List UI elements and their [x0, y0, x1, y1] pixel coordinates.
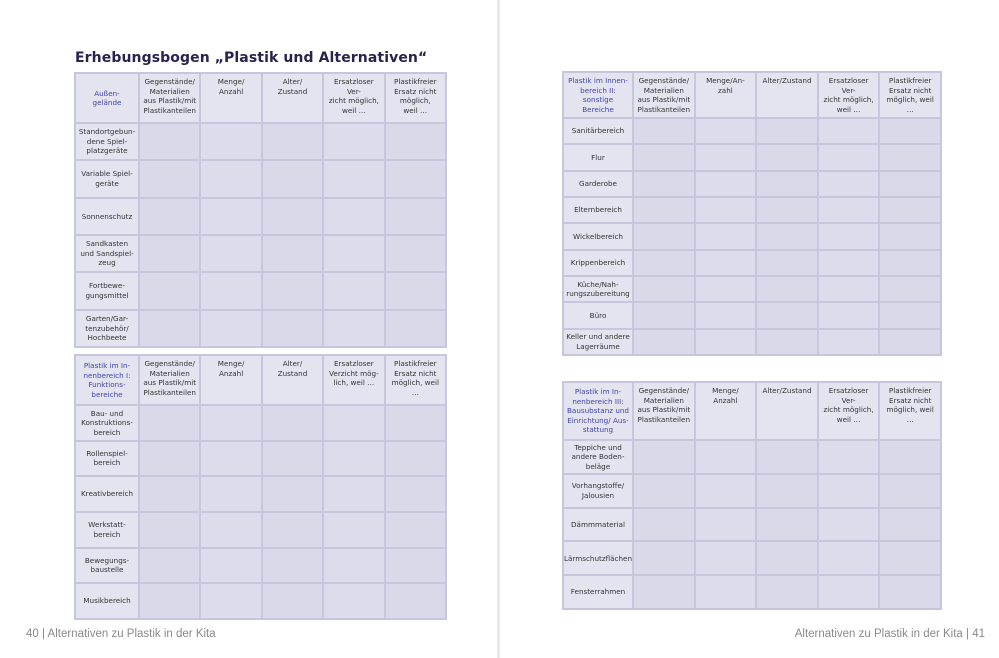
- input-cell[interactable]: [263, 311, 322, 346]
- input-cell[interactable]: [201, 406, 260, 440]
- input-cell[interactable]: [696, 542, 756, 574]
- input-cell[interactable]: [263, 161, 322, 196]
- input-cell[interactable]: [880, 576, 940, 608]
- table-aussengelaende: [74, 72, 447, 348]
- column-header: Gegenstände/ Materialien aus Plastik/mit Plastikanteilen: [634, 73, 694, 117]
- input-cell[interactable]: [880, 172, 940, 196]
- row-label: Garderobe: [564, 172, 632, 196]
- column-header: Ersatzloser Ver- zicht möglich, weil …: [324, 74, 383, 122]
- input-cell[interactable]: [634, 509, 694, 541]
- column-header: Gegenstände/ Materialien aus Plastik/mit Plastikanteilen: [140, 356, 199, 404]
- column-header: Alter/Zustand: [757, 383, 817, 439]
- input-cell[interactable]: [880, 441, 940, 473]
- input-cell[interactable]: [140, 477, 199, 511]
- row-label: Vorhangstoffe/ Jalousien: [564, 475, 632, 507]
- column-header: Menge/ Anzahl: [201, 356, 260, 404]
- input-cell[interactable]: [634, 576, 694, 608]
- input-cell[interactable]: [201, 442, 260, 476]
- input-cell[interactable]: [819, 475, 879, 507]
- input-cell[interactable]: [757, 303, 817, 327]
- table-category-label: Plastik im In- nenbereich III: Bausubstanz und Einrichtung/ Aus- stattung: [564, 383, 632, 439]
- input-cell[interactable]: [263, 199, 322, 234]
- table-innenbereich-sonstige-bereiche: [562, 71, 942, 356]
- row-label: Werkstatt- bereich: [76, 513, 138, 547]
- input-cell[interactable]: [757, 119, 817, 143]
- input-cell[interactable]: [263, 584, 322, 618]
- input-cell[interactable]: [696, 330, 756, 354]
- row-label: Küche/Nah- rungszubereitung: [564, 277, 632, 301]
- input-cell[interactable]: [757, 198, 817, 222]
- row-label: Krippenbereich: [564, 251, 632, 275]
- page-title: Erhebungsbogen „Plastik und Alternativen“: [75, 50, 428, 66]
- input-cell[interactable]: [201, 199, 260, 234]
- input-cell[interactable]: [819, 277, 879, 301]
- row-label: Dämmmaterial: [564, 509, 632, 541]
- input-cell[interactable]: [140, 311, 199, 346]
- input-cell[interactable]: [263, 406, 322, 440]
- input-cell[interactable]: [324, 124, 383, 159]
- row-label: Sandkasten und Sandspiel- zeug: [76, 236, 138, 271]
- input-cell[interactable]: [757, 145, 817, 169]
- input-cell[interactable]: [386, 236, 445, 271]
- row-label: Elternbereich: [564, 198, 632, 222]
- row-label: Bewegungs- baustelle: [76, 549, 138, 583]
- input-cell[interactable]: [140, 549, 199, 583]
- input-cell[interactable]: [634, 224, 694, 248]
- row-label: Bau- und Konstruktions- bereich: [76, 406, 138, 440]
- input-cell[interactable]: [634, 441, 694, 473]
- column-header: Plastikfreier Ersatz nicht möglich, weil …: [386, 356, 445, 404]
- column-header: Ersatzloser Ver- zicht möglich, weil …: [819, 73, 879, 117]
- input-cell[interactable]: [634, 172, 694, 196]
- input-cell[interactable]: [324, 442, 383, 476]
- row-label: Sonnenschutz: [76, 199, 138, 234]
- row-label: Büro: [564, 303, 632, 327]
- column-header: Menge/ Anzahl: [201, 74, 260, 122]
- row-label: Garten/Gar- tenzubehör/ Hochbeete: [76, 311, 138, 346]
- input-cell[interactable]: [201, 311, 260, 346]
- row-label: Fensterrahmen: [564, 576, 632, 608]
- input-cell[interactable]: [819, 330, 879, 354]
- input-cell[interactable]: [324, 311, 383, 346]
- input-cell[interactable]: [819, 509, 879, 541]
- input-cell[interactable]: [140, 199, 199, 234]
- input-cell[interactable]: [386, 513, 445, 547]
- input-cell[interactable]: [696, 576, 756, 608]
- input-cell[interactable]: [880, 542, 940, 574]
- input-cell[interactable]: [634, 119, 694, 143]
- input-cell[interactable]: [757, 330, 817, 354]
- row-label: Variable Spiel- geräte: [76, 161, 138, 196]
- input-cell[interactable]: [324, 273, 383, 308]
- input-cell[interactable]: [757, 224, 817, 248]
- input-cell[interactable]: [696, 224, 756, 248]
- input-cell[interactable]: [819, 576, 879, 608]
- row-label: Musikbereich: [76, 584, 138, 618]
- input-cell[interactable]: [634, 330, 694, 354]
- column-header: Alter/Zustand: [757, 73, 817, 117]
- input-cell[interactable]: [140, 442, 199, 476]
- input-cell[interactable]: [263, 273, 322, 308]
- input-cell[interactable]: [201, 584, 260, 618]
- input-cell[interactable]: [324, 199, 383, 234]
- input-cell[interactable]: [757, 277, 817, 301]
- footer-left: 40 | Alternativen zu Plastik in der Kita: [26, 628, 216, 640]
- row-label: Keller und andere Lagerräume: [564, 330, 632, 354]
- input-cell[interactable]: [324, 406, 383, 440]
- input-cell[interactable]: [696, 198, 756, 222]
- input-cell[interactable]: [634, 277, 694, 301]
- table-innenbereich-funktionsbereiche: [74, 354, 447, 620]
- input-cell[interactable]: [880, 330, 940, 354]
- input-cell[interactable]: [634, 303, 694, 327]
- input-cell[interactable]: [634, 198, 694, 222]
- table-category-label: Plastik im In- nenbereich I: Funktions- bereiche: [76, 356, 138, 404]
- column-header: Ersatzloser Ver- zicht möglich, weil …: [819, 383, 879, 439]
- input-cell[interactable]: [819, 172, 879, 196]
- input-cell[interactable]: [324, 477, 383, 511]
- input-cell[interactable]: [324, 161, 383, 196]
- input-cell[interactable]: [324, 549, 383, 583]
- input-cell[interactable]: [386, 199, 445, 234]
- input-cell[interactable]: [634, 251, 694, 275]
- input-cell[interactable]: [634, 542, 694, 574]
- input-cell[interactable]: [880, 224, 940, 248]
- column-header: Ersatzloser Verzicht mög- lich, weil …: [324, 356, 383, 404]
- input-cell[interactable]: [140, 406, 199, 440]
- input-cell[interactable]: [757, 509, 817, 541]
- column-header: Alter/ Zustand: [263, 356, 322, 404]
- input-cell[interactable]: [819, 119, 879, 143]
- row-label: Wickelbereich: [564, 224, 632, 248]
- input-cell[interactable]: [757, 475, 817, 507]
- input-cell[interactable]: [819, 542, 879, 574]
- input-cell[interactable]: [880, 119, 940, 143]
- input-cell[interactable]: [386, 549, 445, 583]
- input-cell[interactable]: [324, 584, 383, 618]
- input-cell[interactable]: [880, 509, 940, 541]
- input-cell[interactable]: [201, 236, 260, 271]
- input-cell[interactable]: [201, 273, 260, 308]
- input-cell[interactable]: [263, 124, 322, 159]
- column-header: Plastikfreier Ersatz nicht möglich, weil …: [880, 73, 940, 117]
- input-cell[interactable]: [819, 303, 879, 327]
- table-category-label: Außen- gelände: [76, 74, 138, 122]
- column-header: Gegenstände/ Materialien aus Plastik/mit Plastikanteilen: [634, 383, 694, 439]
- row-label: Rollenspiel- bereich: [76, 442, 138, 476]
- input-cell[interactable]: [819, 145, 879, 169]
- input-cell[interactable]: [880, 251, 940, 275]
- input-cell[interactable]: [386, 584, 445, 618]
- table-innenbereich-bausubstanz: [562, 381, 942, 610]
- input-cell[interactable]: [263, 442, 322, 476]
- row-label: Flur: [564, 145, 632, 169]
- input-cell[interactable]: [386, 442, 445, 476]
- input-cell[interactable]: [696, 145, 756, 169]
- input-cell[interactable]: [140, 273, 199, 308]
- input-cell[interactable]: [819, 251, 879, 275]
- input-cell[interactable]: [634, 145, 694, 169]
- input-cell[interactable]: [880, 145, 940, 169]
- input-cell[interactable]: [757, 172, 817, 196]
- input-cell[interactable]: [819, 441, 879, 473]
- column-header: Gegenstände/ Materialien aus Plastik/mit Plastikanteilen: [140, 74, 199, 122]
- input-cell[interactable]: [140, 161, 199, 196]
- row-label: Lärmschutzflächen: [564, 542, 632, 574]
- input-cell[interactable]: [880, 277, 940, 301]
- input-cell[interactable]: [757, 441, 817, 473]
- input-cell[interactable]: [201, 161, 260, 196]
- column-header: Menge/ Anzahl: [696, 383, 756, 439]
- input-cell[interactable]: [757, 542, 817, 574]
- input-cell[interactable]: [880, 475, 940, 507]
- row-label: Kreativbereich: [76, 477, 138, 511]
- row-label: Fortbewe- gungsmittel: [76, 273, 138, 308]
- input-cell[interactable]: [696, 441, 756, 473]
- page-gutter: [497, 0, 500, 658]
- input-cell[interactable]: [696, 475, 756, 507]
- input-cell[interactable]: [263, 236, 322, 271]
- input-cell[interactable]: [386, 406, 445, 440]
- row-label: Standortgebun- dene Spiel- platzgeräte: [76, 124, 138, 159]
- input-cell[interactable]: [140, 124, 199, 159]
- footer-right: Alternativen zu Plastik in der Kita | 41: [794, 628, 985, 640]
- input-cell[interactable]: [757, 251, 817, 275]
- input-cell[interactable]: [140, 236, 199, 271]
- input-cell[interactable]: [201, 513, 260, 547]
- input-cell[interactable]: [696, 303, 756, 327]
- input-cell[interactable]: [263, 477, 322, 511]
- input-cell[interactable]: [880, 303, 940, 327]
- column-header: Alter/ Zustand: [263, 74, 322, 122]
- input-cell[interactable]: [696, 509, 756, 541]
- input-cell[interactable]: [386, 161, 445, 196]
- input-cell[interactable]: [386, 124, 445, 159]
- column-header: Plastikfreier Ersatz nicht möglich, weil …: [880, 383, 940, 439]
- input-cell[interactable]: [880, 198, 940, 222]
- input-cell[interactable]: [263, 549, 322, 583]
- input-cell[interactable]: [696, 172, 756, 196]
- table-category-label: Plastik im Innen- bereich II: sonstige Bereiche: [564, 73, 632, 117]
- input-cell[interactable]: [819, 198, 879, 222]
- row-label: Sanitärbereich: [564, 119, 632, 143]
- input-cell[interactable]: [757, 576, 817, 608]
- input-cell[interactable]: [324, 513, 383, 547]
- input-cell[interactable]: [386, 311, 445, 346]
- input-cell[interactable]: [140, 513, 199, 547]
- row-label: Teppiche und andere Boden- beläge: [564, 441, 632, 473]
- input-cell[interactable]: [386, 477, 445, 511]
- input-cell[interactable]: [696, 251, 756, 275]
- input-cell[interactable]: [634, 475, 694, 507]
- column-header: Menge/An- zahl: [696, 73, 756, 117]
- input-cell[interactable]: [201, 549, 260, 583]
- input-cell[interactable]: [696, 119, 756, 143]
- column-header: Plastikfreier Ersatz nicht möglich, weil …: [386, 74, 445, 122]
- input-cell[interactable]: [140, 584, 199, 618]
- input-cell[interactable]: [696, 277, 756, 301]
- input-cell[interactable]: [263, 513, 322, 547]
- input-cell[interactable]: [201, 124, 260, 159]
- input-cell[interactable]: [201, 477, 260, 511]
- input-cell[interactable]: [819, 224, 879, 248]
- input-cell[interactable]: [386, 273, 445, 308]
- input-cell[interactable]: [324, 236, 383, 271]
